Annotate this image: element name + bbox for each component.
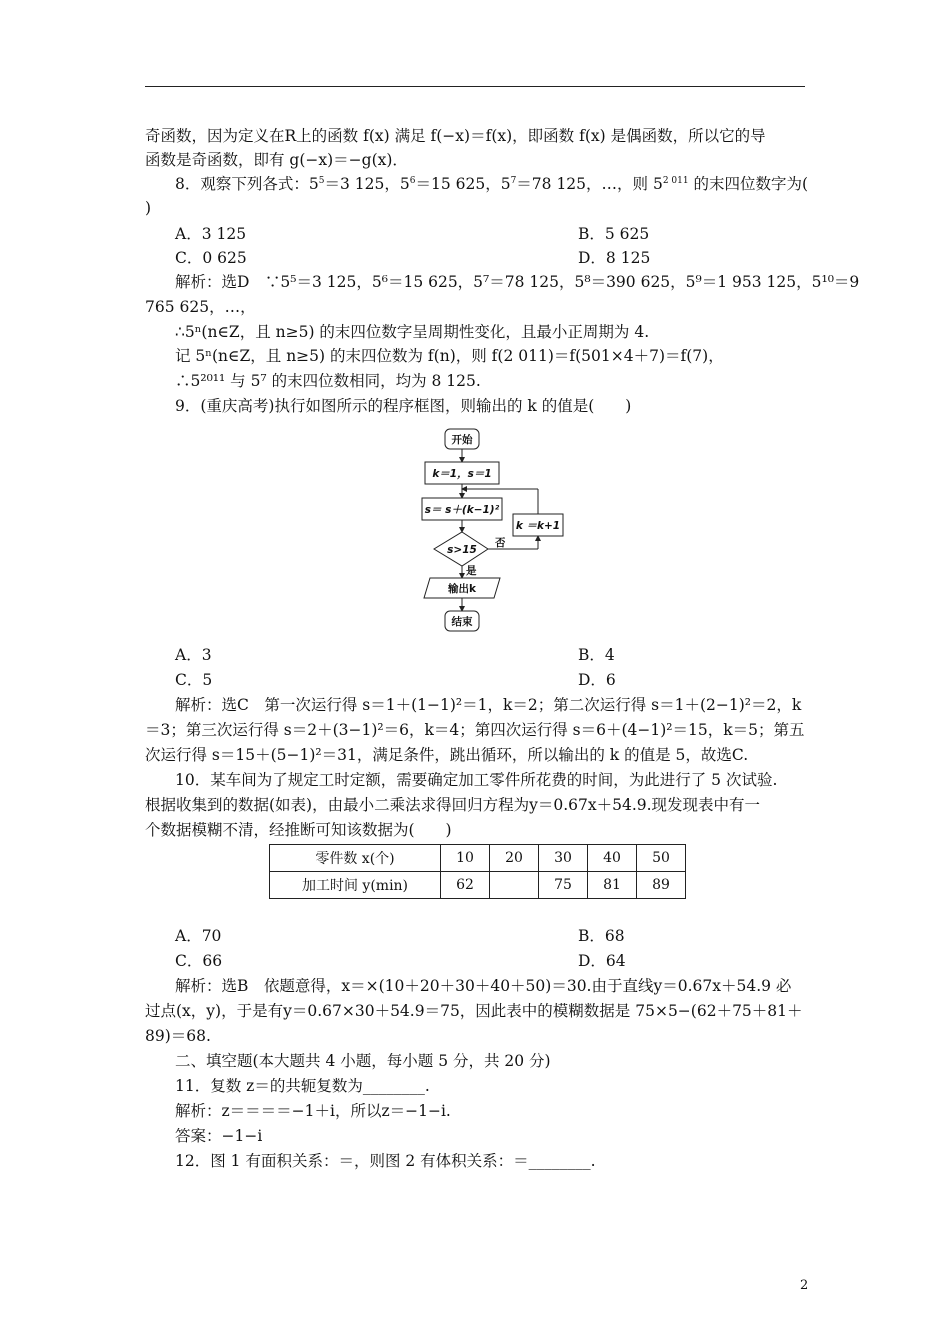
section-heading: 二、填空题(本大题共 4 小题，每小题 5 分，共 20 分) bbox=[175, 1052, 551, 1070]
solution-line: ∴5²⁰¹¹ 与 5⁷ 的末四位数相同，均为 8 125. bbox=[175, 372, 481, 390]
table-cell: 75 bbox=[539, 872, 588, 899]
program-flowchart bbox=[420, 425, 570, 637]
solution-line: 解析：选D ∵5⁵＝3 125，5⁶＝15 625，5⁷＝78 125，5⁸＝390 625，5⁹＝1 953 125，5¹⁰＝9 bbox=[175, 273, 860, 291]
table-cell: 零件数 x(个) bbox=[270, 845, 441, 872]
table-cell: 81 bbox=[588, 872, 637, 899]
option-c: C．0 625 bbox=[175, 249, 247, 267]
option-d: D．8 125 bbox=[578, 249, 651, 267]
table-cell bbox=[490, 872, 539, 899]
data-table bbox=[269, 844, 686, 899]
table-cell: 89 bbox=[637, 872, 686, 899]
option-b: B．4 bbox=[578, 646, 615, 664]
solution-line: ＝3；第三次运行得 s＝2＋(3−1)²＝6，k＝4；第四次运行得 s＝6＋(4−1)²＝15，k＝5；第五 bbox=[145, 721, 805, 739]
table-cell: 加工时间 y(min) bbox=[270, 872, 441, 899]
text-line: 奇函数，因为定义在R上的函数 f(x) 满足 f(−x)＝f(x)，即函数 f(x) 是偶函数，所以它的导 bbox=[145, 127, 766, 145]
table-cell: 10 bbox=[441, 845, 490, 872]
option-a: A．3 125 bbox=[175, 225, 247, 243]
question-11-stem: 11．复数 z＝的共轭复数为________. bbox=[175, 1077, 430, 1095]
question-10-stem: 根据收集到的数据(如表)，由最小二乘法求得回归方程为y＝0.67x＋54.9.现发现表中有一 bbox=[145, 796, 761, 814]
flow-increment-label: k ＝k+1 bbox=[515, 520, 561, 532]
table-cell: 30 bbox=[539, 845, 588, 872]
table-cell: 40 bbox=[588, 845, 637, 872]
option-b: B．68 bbox=[578, 927, 625, 945]
option-d: D．6 bbox=[578, 671, 616, 689]
solution-line: 次运行得 s＝15＋(5−1)²＝31，满足条件，跳出循环，所以输出的 k 的值是 5，故选C. bbox=[145, 746, 749, 764]
page-number: 2 bbox=[800, 1278, 809, 1293]
solution-line: 765 625，…， bbox=[145, 298, 256, 316]
table-cell: 20 bbox=[490, 845, 539, 872]
solution-line: 解析：选C 第一次运行得 s＝1＋(1−1)²＝1，k＝2；第二次运行得 s＝1＋(2−1)²＝2，k bbox=[175, 696, 802, 714]
flow-end-label: 结束 bbox=[451, 616, 473, 628]
table-cell: 62 bbox=[441, 872, 490, 899]
question-8-stem: 8．观察下列各式：$5^5=3$ 125，$5^6=15$ 625，$5^7=78$ 125，…，则 $5^{2 011}$ 的末四位数字为( bbox=[175, 175, 809, 193]
question-9-stem: 9．(重庆高考)执行如图所示的程序框图，则输出的 k 的值是( ) bbox=[175, 397, 632, 415]
solution-line: 记 5ⁿ(n∈Z，且 n≥5) 的末四位数为 f(n)，则 f(2 011)＝f(501×4＋7)＝f(7)， bbox=[175, 347, 724, 365]
option-a: A．3 bbox=[175, 646, 212, 664]
answer-line: 答案：−1−i bbox=[175, 1127, 263, 1145]
flow-init-label: k＝1，s＝1 bbox=[432, 468, 492, 480]
table-row bbox=[270, 872, 686, 899]
question-12-stem: 12．图 1 有面积关系：＝，则图 2 有体积关系：＝________. bbox=[175, 1152, 596, 1170]
header-rule bbox=[145, 86, 805, 87]
solution-line: ∴5ⁿ(n∈Z，且 n≥5) 的末四位数字呈周期性变化，且最小正周期为 4. bbox=[175, 323, 650, 341]
table-row bbox=[270, 845, 686, 872]
question-8-stem-cont: ) bbox=[145, 199, 152, 217]
flow-assign-label: s＝ s＋(k−1)² bbox=[424, 504, 500, 516]
solution-line: 89)＝68. bbox=[145, 1027, 211, 1045]
option-c: C．66 bbox=[175, 952, 223, 970]
solution-line: 解析：z＝＝＝＝−1＋i，所以z＝−1−i. bbox=[175, 1102, 451, 1120]
flow-decision-label: s>15 bbox=[447, 544, 477, 556]
option-c: C．5 bbox=[175, 671, 213, 689]
option-d: D．64 bbox=[578, 952, 626, 970]
flow-no-label: 否 bbox=[495, 537, 506, 549]
question-10-stem: 个数据模糊不清，经推断可知该数据为( ) bbox=[145, 821, 452, 839]
table-cell: 50 bbox=[637, 845, 686, 872]
flow-output-label: 输出k bbox=[448, 583, 476, 595]
flow-yes-label: 是 bbox=[466, 565, 477, 577]
text-line: 函数是奇函数，即有 g(−x)＝−g(x)． bbox=[145, 151, 408, 169]
option-b: B．5 625 bbox=[578, 225, 650, 243]
flow-start-label: 开始 bbox=[451, 434, 473, 446]
solution-line: 过点(x，y)，于是有y＝0.67×30＋54.9＝75，因此表中的模糊数据是 75×5−(62＋75＋81＋ bbox=[145, 1002, 803, 1020]
question-10-stem: 10．某车间为了规定工时定额，需要确定加工零件所花费的时间，为此进行了 5 次试验. bbox=[175, 771, 778, 789]
option-a: A．70 bbox=[175, 927, 222, 945]
solution-line: 解析：选B 依题意得，x＝×(10＋20＋30＋40＋50)＝30.由于直线y＝0.67x＋54.9 必 bbox=[175, 977, 792, 995]
